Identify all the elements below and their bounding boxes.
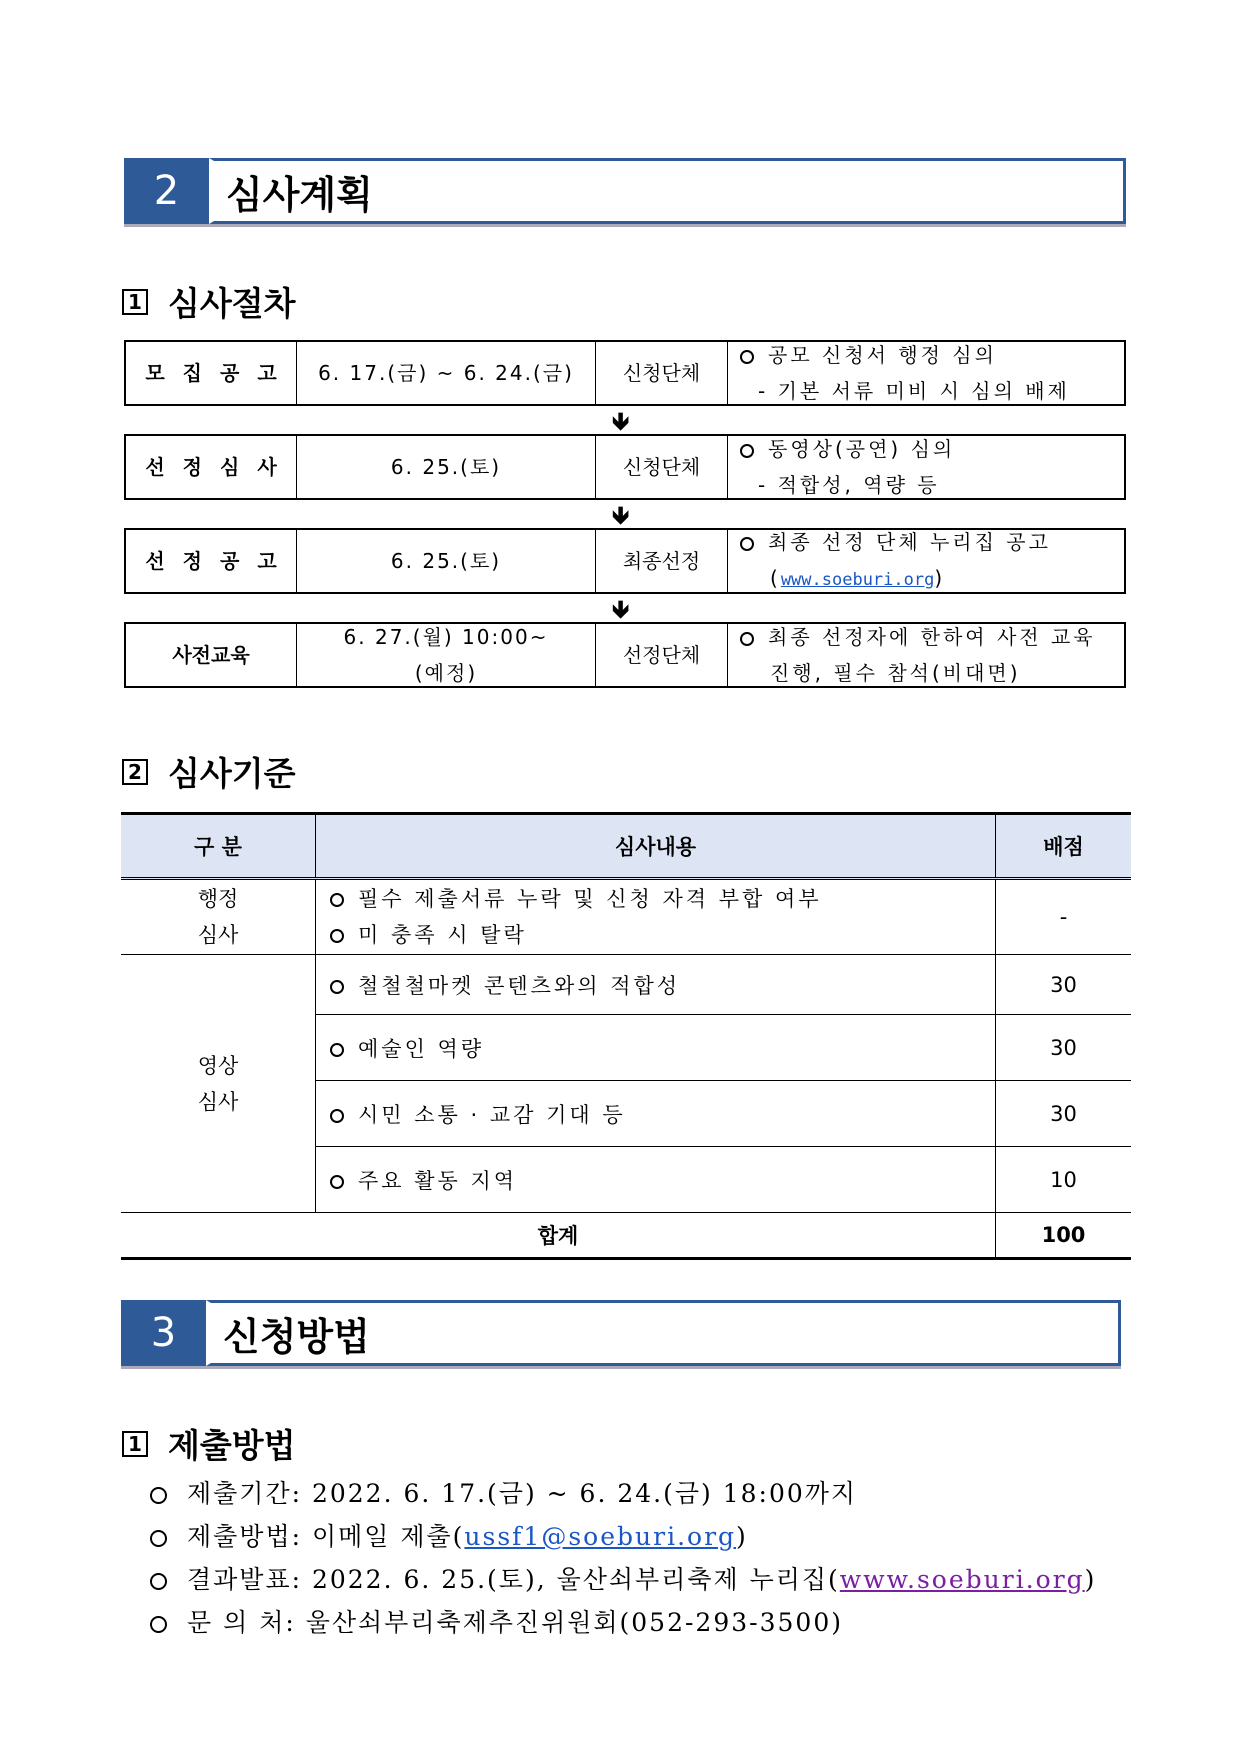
subheading-text: 심사절차	[168, 284, 296, 323]
website-link[interactable]: www.soeburi.org	[839, 1565, 1085, 1594]
content-text: 예술인 역량	[358, 1036, 485, 1061]
bullet-icon	[330, 893, 344, 907]
bullet-icon	[150, 1530, 167, 1547]
description-line: 최종 선정 단체 누리집 공고	[768, 530, 1051, 554]
score-cell: -	[996, 879, 1132, 955]
stage-target: 신청단체	[596, 342, 728, 404]
content-text: 미 충족 시 탈락	[358, 923, 527, 947]
item-text: 문 의 처: 울산쇠부리축제추진위원회(052-293-3500)	[187, 1608, 843, 1637]
table-row	[121, 879, 1131, 955]
bullet-icon	[740, 444, 754, 458]
content-text: 필수 제출서류 누락 및 신청 자격 부합 여부	[358, 887, 822, 911]
content-cell	[316, 1015, 996, 1081]
email-link[interactable]: ussf1@soeburi.org	[464, 1522, 737, 1551]
stage-date: 6. 25.(토)	[297, 436, 596, 498]
item-text: 제출기간: 2022. 6. 17.(금) ~ 6. 24.(금) 18:00까지	[187, 1479, 858, 1508]
score-cell: 10	[996, 1147, 1132, 1213]
category-line: 심사	[197, 923, 239, 947]
website-link[interactable]: www.soeburi.org	[780, 570, 935, 590]
stage-description	[728, 342, 1124, 404]
criteria-table	[121, 812, 1131, 1260]
description-line: 공모 신청서 행정 심의	[768, 343, 997, 367]
category-line: 행정	[197, 887, 239, 911]
procedure-row	[124, 434, 1126, 500]
content-cell	[316, 1147, 996, 1213]
stage-label: 선정심사	[126, 436, 297, 498]
item-text: )	[1084, 1565, 1097, 1594]
stage-description	[728, 530, 1124, 592]
score-cell: 30	[996, 1015, 1132, 1081]
bullet-icon	[330, 1175, 344, 1189]
item-text: )	[736, 1522, 748, 1551]
content-text: 주요 활동 지역	[358, 1168, 518, 1193]
total-score: 100	[996, 1213, 1132, 1259]
stage-target: 신청단체	[596, 436, 728, 498]
bullet-icon	[150, 1616, 167, 1633]
procedure-row	[124, 340, 1126, 406]
subheading-text: 제출방법	[168, 1426, 296, 1465]
list-item	[150, 1560, 1096, 1596]
description-line: 진행, 필수 참석(비대면)	[770, 661, 1021, 685]
bullet-icon	[330, 929, 344, 943]
table-header-row	[121, 814, 1131, 879]
date-line: 6. 27.(월) 10:00~	[343, 625, 549, 649]
number-box: 2	[122, 759, 148, 785]
header-shadow	[124, 224, 1126, 227]
content-text: 시민 소통 · 교감 기대 등	[358, 1102, 626, 1127]
list-item	[150, 1517, 748, 1553]
number-box: 1	[122, 289, 148, 315]
category-cell	[121, 955, 316, 1213]
category-line: 심사	[197, 1089, 239, 1114]
procedure-row	[124, 528, 1126, 594]
bullet-icon	[740, 632, 754, 646]
section-number: 2	[124, 158, 209, 224]
stage-target: 최종선정	[596, 530, 728, 592]
stage-date: 6. 25.(토)	[297, 530, 596, 592]
content-text: 철철철마켓 콘텐츠와의 적합성	[358, 973, 681, 998]
item-text: 결과발표: 2022. 6. 25.(토), 울산쇠부리축제 누리집(	[187, 1565, 840, 1594]
score-cell: 30	[996, 955, 1132, 1015]
section-title: 신청방법	[206, 1300, 1121, 1366]
date-line: (예정)	[414, 661, 478, 685]
score-cell: 30	[996, 1081, 1132, 1147]
bullet-icon	[150, 1573, 167, 1590]
total-label: 합계	[121, 1213, 996, 1259]
section-header-2	[124, 158, 1126, 224]
paren: )	[934, 566, 946, 590]
paren: (	[770, 566, 781, 590]
section-number: 3	[121, 1300, 206, 1366]
header-category: 구 분	[121, 814, 316, 879]
stage-label: 모집공고	[126, 342, 297, 404]
subheading-text: 심사기준	[168, 754, 296, 793]
subheading-criteria	[122, 748, 296, 795]
category-cell	[121, 879, 316, 955]
header-score: 배점	[996, 814, 1132, 879]
stage-target: 선정단체	[596, 624, 728, 686]
description-line: - 기본 서류 미비 시 심의 배제	[758, 379, 1070, 403]
content-cell	[316, 1081, 996, 1147]
description-line: 최종 선정자에 한하여 사전 교육	[768, 625, 1096, 649]
procedure-row	[124, 622, 1126, 688]
description-line: - 적합성, 역량 등	[758, 473, 940, 497]
number-box: 1	[122, 1431, 148, 1457]
bullet-icon	[740, 537, 754, 551]
list-item	[150, 1603, 843, 1639]
bullet-icon	[330, 1043, 344, 1057]
stage-description	[728, 436, 1124, 498]
header-shadow	[121, 1366, 1121, 1369]
stage-date: 6. 17.(금) ~ 6. 24.(금)	[297, 342, 596, 404]
bullet-icon	[330, 980, 344, 994]
description-line: 동영상(공연) 심의	[768, 437, 956, 461]
section-title: 심사계획	[209, 158, 1126, 224]
list-item	[150, 1474, 857, 1510]
table-row	[121, 955, 1131, 1015]
content-cell	[316, 955, 996, 1015]
item-text: 제출방법: 이메일 제출(	[187, 1522, 465, 1551]
stage-date	[297, 624, 596, 686]
stage-description	[728, 624, 1124, 686]
bullet-icon	[330, 1109, 344, 1123]
bullet-icon	[740, 350, 754, 364]
content-cell	[316, 879, 996, 955]
down-arrow-icon: 🡻	[612, 407, 630, 435]
section-header-3	[121, 1300, 1121, 1366]
total-row	[121, 1213, 1131, 1259]
category-line: 영상	[197, 1053, 239, 1078]
stage-label: 선정공고	[126, 530, 297, 592]
down-arrow-icon: 🡻	[612, 501, 630, 529]
subheading-submission	[122, 1420, 296, 1467]
header-content: 심사내용	[316, 814, 996, 879]
down-arrow-icon: 🡻	[612, 595, 630, 623]
subheading-procedure	[122, 278, 296, 325]
stage-label: 사전교육	[126, 624, 297, 686]
bullet-icon	[150, 1487, 167, 1504]
